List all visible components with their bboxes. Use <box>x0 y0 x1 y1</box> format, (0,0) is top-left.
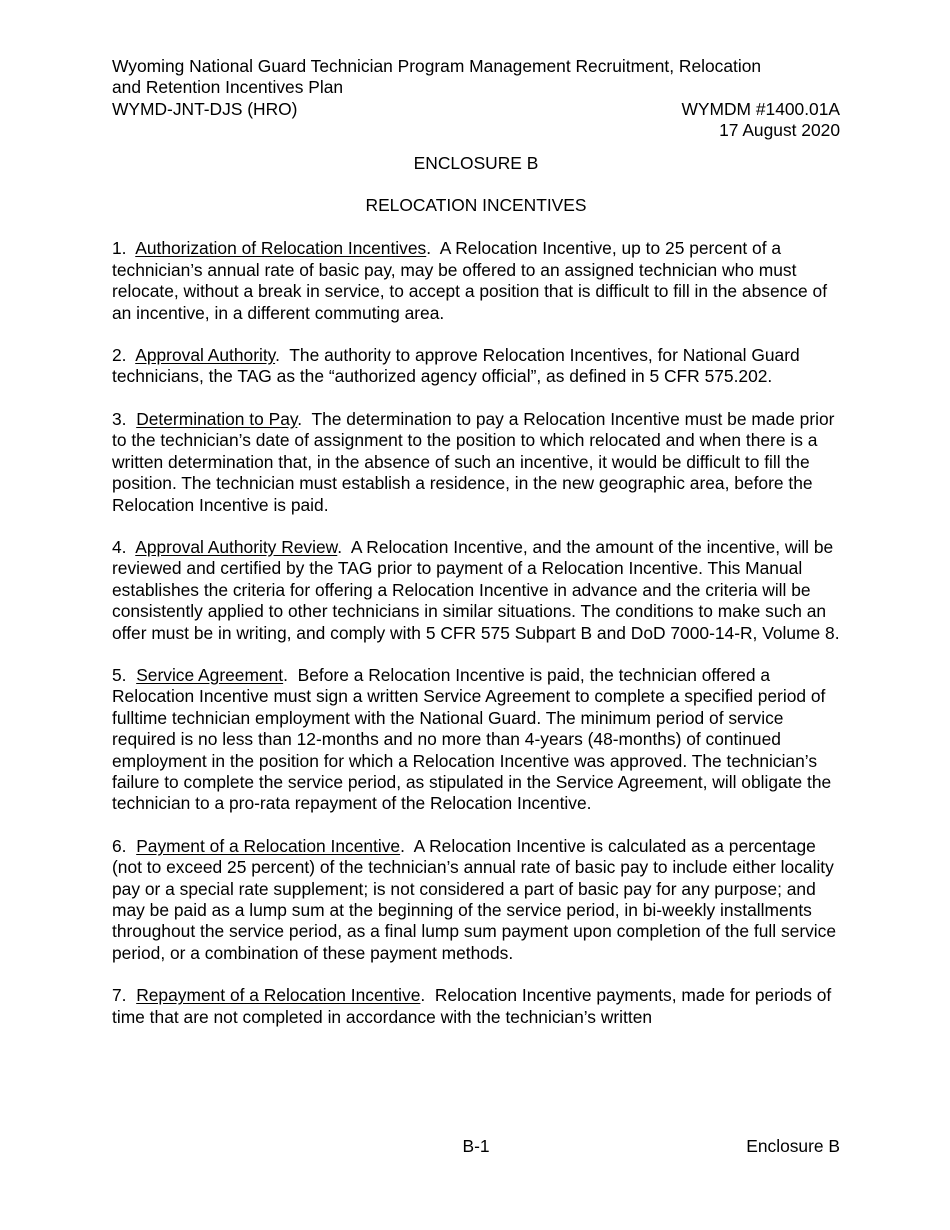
header-symbol-row <box>112 99 840 120</box>
paragraph-heading: Payment of a Relocation Incentive <box>136 835 401 856</box>
paragraph-heading: Repayment of a Relocation Incentive <box>136 985 421 1006</box>
paragraph-number: 1. <box>112 238 127 259</box>
paragraph-authorization: 1. Authorization of Relocation Incentives. A Relocation Incentive, up to 25 percent of a technician’s annual rate of basic pay, may be offered to an assigned technician who must relocate, without a break in service, to accept a position that is difficult to fill in the absence of an incentive, in a different commuting area. <box>112 238 828 323</box>
paragraph-number: 5. <box>112 664 127 685</box>
paragraph-determination-to-pay: 3. Determination to Pay. The determination to pay a Relocation Incentive must be made prior to the technician’s date of assignment to the position to which relocated and when there is a written determination that, in the absence of such an incentive, it would be difficult to fill the position. The technician must establish a residence, in the new geographic area, before the Relocation Incentive is paid. <box>112 408 835 515</box>
paragraph-text: The authority to approve Relocation Incentives, for National Guard technicians, the TAG as the “authorized agency official”, as defined in 5 CFR 575.202. <box>112 345 800 387</box>
paragraph-approval-authority-review: 4. Approval Authority Review. A Relocation Incentive, and the amount of the incentive, will be reviewed and certified by the TAG prior to payment of a Relocation Incentive. This Manual establishes the criteria for offering a Relocation Incentive in advance and the criteria will be consistently applied to other technicians in similar situations. The conditions to make such an offer must be in writing, and comply with 5 CFR 575 Subpart B and DoD 7000-14-R, Volume 8. <box>112 536 840 643</box>
document-number: WYMDM #1400.01A <box>681 98 840 119</box>
paragraph-text: The determination to pay a Relocation Incentive must be made prior to the technician’s date of assignment to the position to which relocated and when there is a written determination that, in the absence of such an incentive, it would be difficult to fill the position. The technician must establish a residence, in the new geographic area, before the Relocation Incentive is paid. <box>112 408 835 515</box>
paragraph-number: 7. <box>112 985 127 1006</box>
paragraph-text: A Relocation Incentive, up to 25 percent of a technician’s annual rate of basic pay, may be offered to an assigned technician who must relocate, without a break in service, to accept a position that is difficult to fill in the absence of an incentive, in a different commuting area. <box>112 238 828 323</box>
page-number: B-1 <box>462 1136 490 1156</box>
section-title: RELOCATION INCENTIVES <box>365 195 587 216</box>
paragraph-number: 3. <box>112 408 127 429</box>
paragraph-heading: Approval Authority Review <box>135 536 338 557</box>
paragraph-text: A Relocation Incentive is calculated as a percentage (not to exceed 25 percent) of the technician’s annual rate of basic pay to include either locality pay or a special rate supplement; is not considered a part of basic pay for any purpose; and may be paid as a lump sum at the beginning of the service period, in bi-weekly installments throughout the service period, as a final lump sum payment upon completion of the full service period, or a combination of these payment methods. <box>112 835 837 963</box>
page-footer <box>112 1136 840 1158</box>
paragraph-heading: Determination to Pay <box>136 408 298 429</box>
paragraph-heading: Approval Authority <box>135 345 276 366</box>
paragraph-approval-authority: 2. Approval Authority. The authority to approve Relocation Incentives, for National Guard technicians, the TAG as the “authorized agency official”, as defined in 5 CFR 575.202. <box>112 345 800 387</box>
header-title-line-2: and Retention Incentives Plan <box>112 77 344 98</box>
document-date: 17 August 2020 <box>719 120 840 141</box>
paragraph-payment: 6. Payment of a Relocation Incentive. A Relocation Incentive is calculated as a percentage (not to exceed 25 percent) of the technician’s annual rate of basic pay to include either locality pay or a special rate supplement; is not considered a part of basic pay for any purpose; and may be paid as a lump sum at the beginning of the service period, in bi-weekly installments throughout the service period, as a final lump sum payment upon completion of the full service period, or a combination of these payment methods. <box>112 835 837 963</box>
document-page <box>112 56 840 1028</box>
enclosure-title: ENCLOSURE B <box>413 152 539 173</box>
paragraph-text: Relocation Incentive payments, made for periods of time that are not completed in accordance with the technician’s written <box>112 985 832 1027</box>
header-title-line-1: Wyoming National Guard Technician Program Management Recruitment, Relocation <box>112 56 762 76</box>
document-header <box>112 56 840 142</box>
paragraph-heading: Service Agreement <box>136 664 284 685</box>
paragraph-number: 2. <box>112 345 127 366</box>
paragraph-repayment: 7. Repayment of a Relocation Incentive. Relocation Incentive payments, made for periods of time that are not completed in accordance with the technician’s written <box>112 985 832 1027</box>
paragraph-heading: Authorization of Relocation Incentives <box>135 238 427 259</box>
footer-enclosure-label: Enclosure B <box>746 1136 840 1156</box>
office-symbol: WYMD-JNT-DJS (HRO) <box>112 98 298 119</box>
paragraph-text: Before a Relocation Incentive is paid, the technician offered a Relocation Incentive must sign a written Service Agreement to complete a specified period of fulltime technician employment with the National Guard. The minimum period of service required is no less than 12-months and no more than 4-years (48-months) of continued employment in the position for which a Relocation Incentive was approved. The technician’s failure to complete the service period, as stipulated in the Service Agreement, will obligate the technician to a pro-rata repayment of the Relocation Incentive. <box>112 664 832 814</box>
paragraph-number: 6. <box>112 835 127 856</box>
paragraph-text: A Relocation Incentive, and the amount of the incentive, will be reviewed and certified by the TAG prior to payment of a Relocation Incentive. This Manual establishes the criteria for offering a Relocation Incentive in advance and the criteria will be consistently applied to other technicians in similar situations. The conditions to make such an offer must be in writing, and comply with 5 CFR 575 Subpart B and DoD 7000-14-R, Volume 8. <box>112 536 840 643</box>
paragraph-service-agreement: 5. Service Agreement. Before a Relocation Incentive is paid, the technician offered a Relocation Incentive must sign a written Service Agreement to complete a specified period of fulltime technician employment with the National Guard. The minimum period of service required is no less than 12-months and no more than 4-years (48-months) of continued employment in the position for which a Relocation Incentive was approved. The technician’s failure to complete the service period, as stipulated in the Service Agreement, will obligate the technician to a pro-rata repayment of the Relocation Incentive. <box>112 664 832 814</box>
paragraph-number: 4. <box>112 536 127 557</box>
